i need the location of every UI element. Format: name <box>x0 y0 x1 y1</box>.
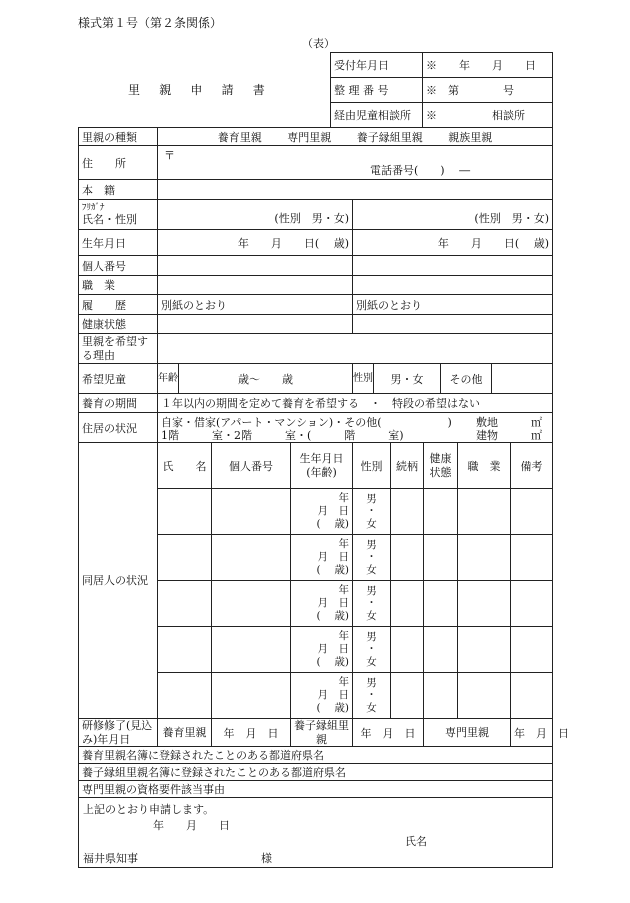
applicant1-sex[interactable]: (性別 男・女) <box>274 212 349 225</box>
phone-label: 電話番号( ) ― <box>370 164 471 177</box>
honorific: 様 <box>261 852 272 865</box>
reception-number-field[interactable]: ※ 第 号 <box>423 78 553 103</box>
sex-value[interactable]: 男・女 <box>374 364 441 393</box>
other-label: その他 <box>449 372 483 386</box>
reason-field[interactable] <box>158 334 553 364</box>
reception-number-label: 整 理 番 号 <box>331 78 423 103</box>
cohabitant-name-field[interactable] <box>158 673 212 719</box>
application-form-table <box>78 127 569 868</box>
cohabitant-birth-field[interactable]: 年 月 日 ( 歳) <box>291 489 353 535</box>
applicant2-job-field[interactable] <box>353 276 553 295</box>
cohabitant-health-field[interactable] <box>424 673 458 719</box>
wish-age-field[interactable] <box>158 364 353 394</box>
housing-label: 住居の状況 <box>79 413 158 443</box>
address-field[interactable] <box>158 146 553 180</box>
col-relation: 続柄 <box>391 443 424 489</box>
wish-label: 希望児童 <box>79 364 158 394</box>
cohabitant-note-field[interactable] <box>511 489 553 535</box>
col-job: 職 業 <box>458 443 511 489</box>
cohabitant-health-field[interactable] <box>424 489 458 535</box>
cohabitant-id-field[interactable] <box>212 535 291 581</box>
cohabitant-relation-field[interactable] <box>391 581 424 627</box>
cohabitant-name-field[interactable] <box>158 489 212 535</box>
cohabitant-id-field[interactable] <box>212 673 291 719</box>
birth-label: 生年月日 <box>79 230 158 256</box>
cohabitant-note-field[interactable] <box>511 581 553 627</box>
period-label: 養育の期間 <box>79 394 158 413</box>
cohabitant-note-field[interactable] <box>511 535 553 581</box>
health-label: 健康状態 <box>79 315 158 334</box>
registration-special-field[interactable]: 専門里親の資格要件該当事由 <box>79 781 553 798</box>
training-special-label: 専門里親 <box>424 719 511 747</box>
housing-line1[interactable]: 自家・借家(アパート・マンション)・その他( ) <box>161 416 452 429</box>
cohabitant-birth-field[interactable]: 年 月 日 ( 歳) <box>291 627 353 673</box>
job-label: 職 業 <box>79 276 158 295</box>
cohabitant-job-field[interactable] <box>458 673 511 719</box>
furigana-label: ﾌﾘｶﾞﾅ <box>82 202 105 213</box>
postal-mark: 〒 <box>164 149 175 162</box>
addressee: 福井県知事 <box>83 852 138 865</box>
applicant1-name-field[interactable] <box>158 200 353 230</box>
type-special[interactable]: 専門里親 <box>287 130 332 144</box>
cohabitant-relation-field[interactable] <box>391 535 424 581</box>
housing-field[interactable] <box>158 413 553 443</box>
history-label: 履 歴 <box>79 295 158 315</box>
type-relative[interactable]: 親族里親 <box>448 130 493 144</box>
form-number: 様式第１号（第２条関係） <box>78 16 223 30</box>
cohabitant-label: 同居人の状況 <box>79 443 158 719</box>
cohabitant-relation-field[interactable] <box>391 627 424 673</box>
applicant1-id-field[interactable] <box>158 256 353 276</box>
reception-date-field[interactable]: ※ 年 月 日 <box>423 53 553 78</box>
declaration-date[interactable]: 年 月 日 <box>153 819 230 832</box>
col-health: 健康状態 <box>424 443 458 489</box>
cohabitant-id-field[interactable] <box>212 581 291 627</box>
domicile-label: 本 籍 <box>79 180 158 200</box>
col-birth: 生年月日(年齢) <box>291 443 353 489</box>
age-label: 年齢 <box>158 364 179 393</box>
cohabitant-name-field[interactable] <box>158 581 212 627</box>
cohabitant-job-field[interactable] <box>458 489 511 535</box>
page-title: 里 親 申 請 書 <box>128 83 269 97</box>
training-special-date[interactable]: 年 月 日 <box>511 719 553 747</box>
applicant1-health-field[interactable] <box>158 315 353 334</box>
type-label: 里親の種類 <box>79 128 158 146</box>
cohabitant-name-field[interactable] <box>158 535 212 581</box>
cohabitant-health-field[interactable] <box>424 581 458 627</box>
reception-box <box>330 52 553 128</box>
cohabitant-health-field[interactable] <box>424 627 458 673</box>
signature-name-label: 氏名 <box>405 835 427 848</box>
cohabitant-relation-field[interactable] <box>391 489 424 535</box>
name-sex-label: 氏名・性別 <box>82 213 137 227</box>
cohabitant-id-field[interactable] <box>212 489 291 535</box>
wish-sex-field[interactable] <box>353 364 553 394</box>
cohabitant-health-field[interactable] <box>424 535 458 581</box>
training-adoption-label: 養子縁組里親 <box>291 719 353 747</box>
applicant2-history-field[interactable]: 別紙のとおり <box>353 295 553 315</box>
col-sex: 性別 <box>353 443 391 489</box>
name-label <box>79 200 158 230</box>
applicant2-birth-field[interactable]: 年 月 日( 歳) <box>353 230 553 256</box>
applicant1-birth-field[interactable]: 年 月 日( 歳) <box>158 230 353 256</box>
col-id: 個人番号 <box>212 443 291 489</box>
cohabitant-sex-field[interactable]: 男 ・ 女 <box>353 673 391 719</box>
building-area[interactable]: 建物 ㎡ <box>476 429 542 442</box>
cohabitant-job-field[interactable] <box>458 627 511 673</box>
address-label: 住 所 <box>79 146 158 180</box>
cohabitant-birth-field[interactable]: 年 月 日 ( 歳) <box>291 581 353 627</box>
col-note: 備考 <box>511 443 553 489</box>
type-foster[interactable]: 養育里親 <box>217 130 262 144</box>
applicant1-job-field[interactable] <box>158 276 353 295</box>
cohabitant-sex-field[interactable]: 男 ・ 女 <box>353 489 391 535</box>
site-area[interactable]: 敷地 ㎡ <box>476 416 542 429</box>
training-adoption-date[interactable]: 年 月 日 <box>353 719 424 747</box>
cohabitant-birth-field[interactable]: 年 月 日 ( 歳) <box>291 673 353 719</box>
registration-adoption-field[interactable]: 養子縁組里親名簿に登録されたことのある都道府県名 <box>79 764 553 781</box>
declaration-text: 上記のとおり申請します。 <box>83 803 215 816</box>
applicant2-health-field[interactable] <box>353 315 553 334</box>
reception-center-label: 経由児童相談所 <box>331 103 423 128</box>
applicant2-name-field[interactable] <box>353 200 553 230</box>
id-label: 個人番号 <box>79 256 158 276</box>
reception-center-field[interactable]: ※ 相談所 <box>423 103 553 128</box>
cohabitant-sex-field[interactable]: 男 ・ 女 <box>353 581 391 627</box>
cohabitant-relation-field[interactable] <box>391 673 424 719</box>
training-label: 研修修了(見込み)年月日 <box>79 719 158 747</box>
applicant1-history-field[interactable]: 別紙のとおり <box>158 295 353 315</box>
sex-label: 性別 <box>353 364 374 393</box>
registration-foster-field[interactable]: 養育里親名簿に登録されたことのある都道府県名 <box>79 747 553 764</box>
cohabitant-job-field[interactable] <box>458 581 511 627</box>
side-label: （表） <box>302 37 335 50</box>
age-range[interactable]: 歳～ 歳 <box>238 372 293 386</box>
period-field[interactable]: １年以内の期間を定めて養育を希望する ・ 特段の希望はない <box>158 394 553 413</box>
applicant2-id-field[interactable] <box>353 256 553 276</box>
cohabitant-birth-field[interactable]: 年 月 日 ( 歳) <box>291 535 353 581</box>
cohabitant-name-field[interactable] <box>158 627 212 673</box>
type-options[interactable] <box>158 128 553 146</box>
reception-date-label: 受付年月日 <box>331 53 423 78</box>
training-foster-label: 養育里親 <box>158 719 212 747</box>
col-name: 氏 名 <box>158 443 212 489</box>
cohabitant-note-field[interactable] <box>511 673 553 719</box>
cohabitant-id-field[interactable] <box>212 627 291 673</box>
domicile-field[interactable] <box>158 180 553 200</box>
other-field[interactable] <box>491 364 552 393</box>
cohabitant-job-field[interactable] <box>458 535 511 581</box>
declaration-block <box>79 798 553 868</box>
cohabitant-sex-field[interactable]: 男 ・ 女 <box>353 535 391 581</box>
reason-label: 里親を希望する理由 <box>79 334 158 364</box>
cohabitant-note-field[interactable] <box>511 627 553 673</box>
housing-line2[interactable]: 1階 室・2階 室・( 階 室) <box>161 429 404 442</box>
cohabitant-sex-field[interactable]: 男 ・ 女 <box>353 627 391 673</box>
type-adoption[interactable]: 養子縁組里親 <box>356 130 423 144</box>
training-foster-date[interactable]: 年 月 日 <box>212 719 291 747</box>
applicant2-sex[interactable]: (性別 男・女) <box>474 212 549 225</box>
